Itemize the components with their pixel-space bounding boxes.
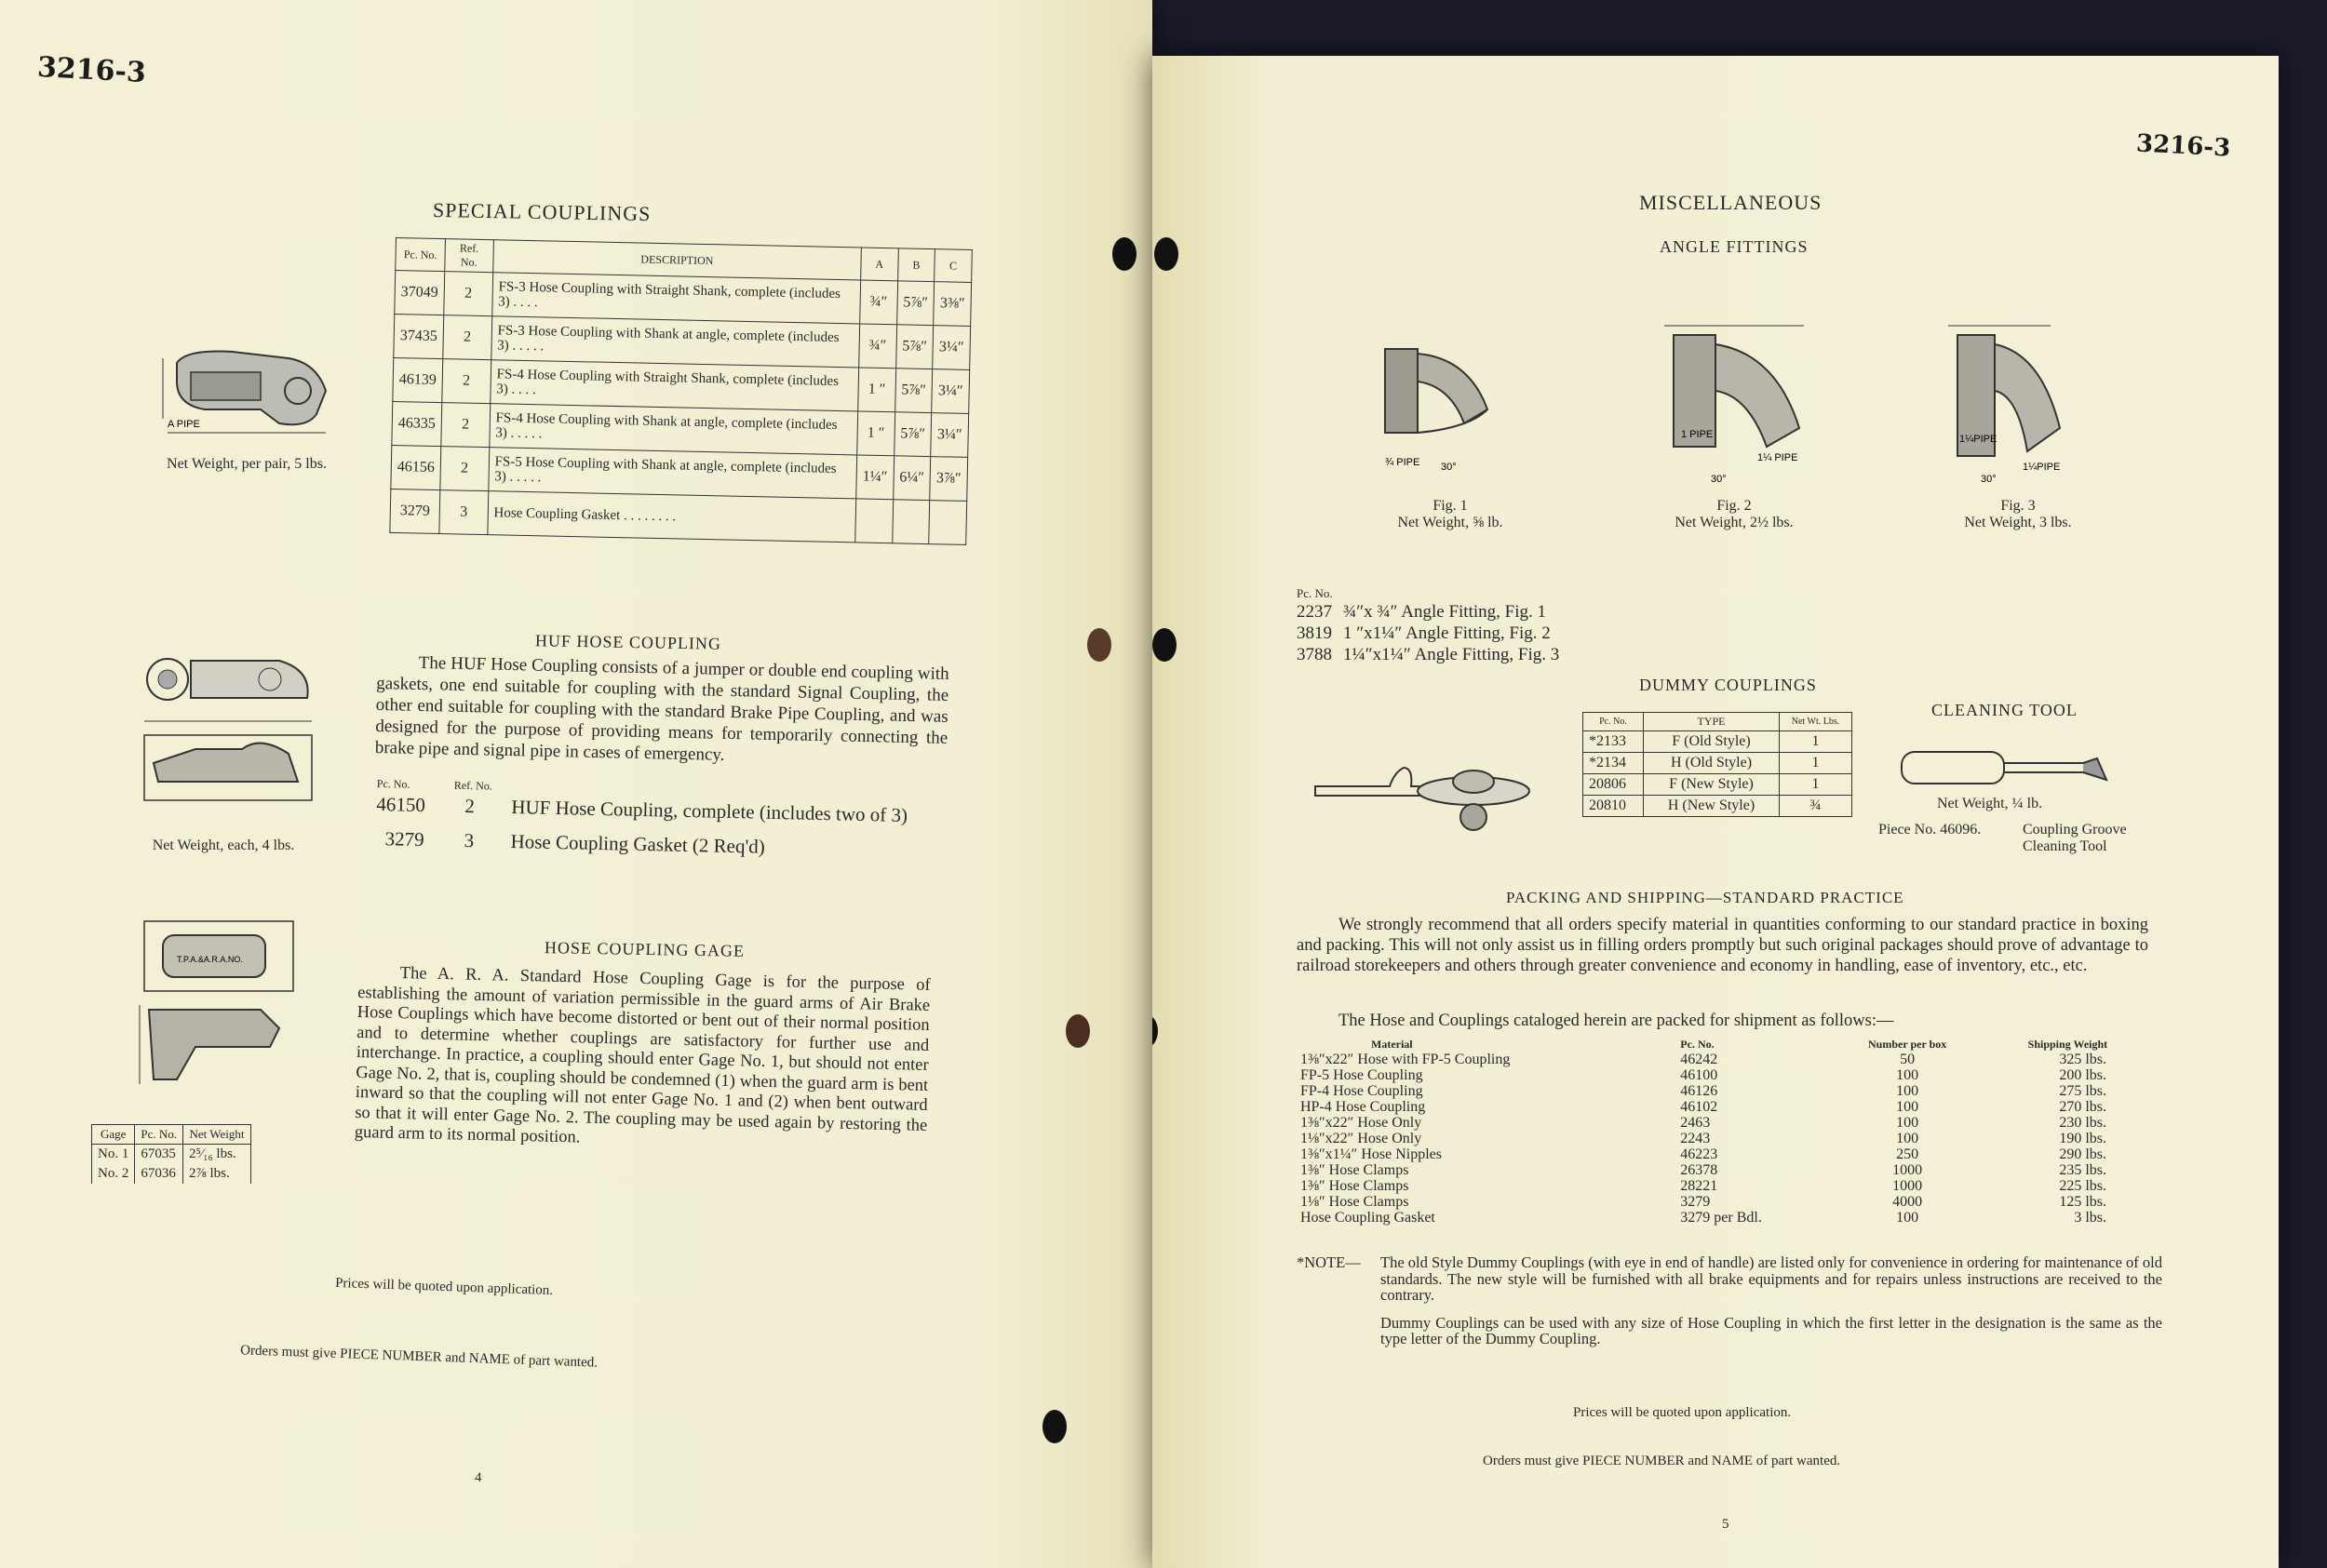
description-cell: FS-3 Hose Coupling with Straight Shank, complete (includes 3) . . . . <box>491 273 860 324</box>
gage-drawing <box>121 907 307 1103</box>
ship-pc-cell: 46242 <box>1680 1052 1718 1067</box>
dummy-pc-cell: 20810 <box>1583 796 1644 817</box>
dummy-wt-cell: ¾ <box>1780 796 1852 817</box>
huf-item-pc: 46150 <box>376 792 426 817</box>
svg-text:1¼ PIPE: 1¼ PIPE <box>1757 452 1798 463</box>
col-description: DESCRIPTION <box>492 240 861 280</box>
dummy-coupling-drawing <box>1311 744 1562 838</box>
binder-hole <box>1042 1410 1067 1443</box>
b-cell: 5⅞″ <box>894 369 933 413</box>
ship-weight-cell: 290 lbs. <box>2059 1146 2106 1162</box>
special-coupling-drawing <box>149 335 363 465</box>
binder-hole <box>1066 1014 1090 1048</box>
ship-weight-cell: 230 lbs. <box>2059 1115 2106 1131</box>
list-item <box>1297 601 1559 623</box>
table-row <box>1297 1210 2153 1226</box>
table-row <box>1297 1162 2153 1178</box>
fig1-weight: Net Weight, ⅝ lb. <box>1397 515 1503 530</box>
table-row <box>1297 1146 2153 1162</box>
svg-text:30°: 30° <box>1441 462 1457 473</box>
table-row <box>1297 1194 2153 1210</box>
ship-weight-cell: 190 lbs. <box>2059 1131 2106 1146</box>
ship-pc-cell: 2243 <box>1680 1131 1711 1146</box>
dummy-wt-cell: 1 <box>1780 731 1852 753</box>
col-pc-no: Pc. No. <box>396 238 446 272</box>
huf-pc-header: Pc. No. <box>376 777 410 791</box>
svg-text:1¼PIPE: 1¼PIPE <box>2023 462 2061 473</box>
ship-number-cell: 4000 <box>1892 1194 1923 1210</box>
svg-text:T.P.A.&A.R.A.NO.: T.P.A.&A.R.A.NO. <box>177 955 243 964</box>
svg-text:30°: 30° <box>1711 474 1727 485</box>
dummy-col-weight: Net Wt. Lbs. <box>1780 713 1852 731</box>
c-cell: 3¼″ <box>932 369 970 414</box>
ref-cell: 2 <box>440 447 490 491</box>
ref-cell: 2 <box>444 272 493 316</box>
ship-material-cell: FP-4 Hose Coupling <box>1300 1083 1423 1099</box>
angle-fittings-title: ANGLE FITTINGS <box>1660 237 1809 256</box>
ship-pc-cell: 46100 <box>1680 1067 1718 1083</box>
gage-col-weight: Net Weight <box>182 1125 250 1145</box>
special-coupling-caption: Net Weight, per pair, 5 lbs. <box>167 456 327 472</box>
shipping-table <box>1297 1038 2153 1226</box>
gage-col-gage: Gage <box>92 1125 135 1145</box>
ref-cell: 2 <box>443 315 492 360</box>
left-page-number: 4 <box>475 1470 482 1485</box>
description-cell: FS-3 Hose Coupling with Shank at angle, complete (includes 3) . . . . . <box>491 316 859 368</box>
table-row <box>92 1145 251 1165</box>
table-row <box>1297 1083 2153 1099</box>
ship-material-cell: 1⅛″ Hose Clamps <box>1300 1194 1409 1210</box>
ship-pc-cell: 3279 <box>1680 1194 1711 1210</box>
col-c: C <box>935 249 972 283</box>
angle-fitting-fig2-drawing <box>1646 316 1823 484</box>
ref-cell: 3 <box>439 490 489 535</box>
angle-pc: 3819 <box>1297 623 1332 643</box>
pc-cell: 67036 <box>135 1164 183 1184</box>
a-cell: 1 ″ <box>858 368 896 412</box>
ship-material-cell: 1⅜″x22″ Hose Only <box>1300 1115 1422 1131</box>
pc-cell: 37435 <box>394 314 444 358</box>
note-block <box>1297 1254 2162 1347</box>
ship-weight-cell: 225 lbs. <box>2059 1178 2106 1194</box>
list-item <box>1297 623 1559 644</box>
miscellaneous-title: MISCELLANEOUS <box>1639 191 1823 214</box>
dummy-type-cell: F (New Style) <box>1644 774 1780 796</box>
cleaning-tool-piece: Piece No. 46096. <box>1878 822 1982 838</box>
ship-material-cell: HP-4 Hose Coupling <box>1300 1099 1426 1115</box>
ship-pc-cell: 46126 <box>1680 1083 1718 1099</box>
right-orders-note: Orders must give PIECE NUMBER and NAME of part wanted. <box>1483 1454 1841 1468</box>
ship-weight-cell: 325 lbs. <box>2059 1052 2106 1067</box>
ship-pc-cell: 2463 <box>1680 1115 1711 1131</box>
special-couplings-table-wrap <box>389 237 973 545</box>
ship-weight-cell: 275 lbs. <box>2059 1083 2106 1099</box>
left-page <box>0 0 1152 1568</box>
table-row <box>1583 796 1852 817</box>
description-cell: FS-5 Hose Coupling with Shank at angle, complete (includes 3) . . . . . <box>488 448 856 499</box>
c-cell: 3⅞″ <box>930 457 968 502</box>
huf-description: The HUF Hose Coupling consists of a jumper or double end coupling with gaskets, one end suitable for coupling with the standard Signal Coupling, the other end suitable for coupling with the standard Brake Pipe Coupling, and was designed for the purpose of providing means for temporarily connecting the brake pipe and signal pipe in cases of emergency. <box>374 652 949 765</box>
left-orders-note: Orders must give PIECE NUMBER and NAME of part wanted. <box>239 1343 599 1371</box>
a-cell: 1¼″ <box>856 455 894 500</box>
ship-number-cell: 1000 <box>1892 1178 1923 1194</box>
binder-hole <box>1112 237 1137 271</box>
ship-weight-cell: 200 lbs. <box>2059 1067 2106 1083</box>
fig3-caption <box>1925 498 2111 531</box>
right-page-number: 5 <box>1722 1517 1729 1532</box>
note-label: *NOTE— <box>1297 1253 1361 1271</box>
description-cell: FS-4 Hose Coupling with Straight Shank, complete (includes 3) . . . . <box>490 360 858 411</box>
huf-ref-header: Ref. No. <box>453 778 492 793</box>
c-cell: 3¼″ <box>933 326 971 370</box>
angle-fittings-list <box>1297 586 1559 665</box>
huf-item-ref: 2 <box>464 794 476 818</box>
note-text-1: The old Style Dummy Couplings (with eye in end of handle) are listed only for convenience in ordering for maintenance of old standards. The new style will be furnished with all brake equipments and for repairs unless instructions are received to the contrary. <box>1380 1253 2162 1304</box>
fig2-label: Fig. 2 <box>1716 498 1752 514</box>
fig1-caption <box>1357 498 1543 531</box>
table-row <box>1297 1052 2153 1067</box>
list-item <box>1297 644 1559 665</box>
ship-weight-cell: 270 lbs. <box>2059 1099 2106 1115</box>
svg-text:30°: 30° <box>1981 474 1997 485</box>
ship-weight-cell: 3 lbs. <box>2074 1210 2106 1226</box>
huf-item-ref: 3 <box>464 828 475 852</box>
cleaning-tool-title: CLEANING TOOL <box>1931 701 2078 719</box>
gage-description: The A. R. A. Standard Hose Coupling Gage is for the purpose of establishing the amount of variation permissible in the guard arms of Air Brake Hose Couplings which have become distorted or bent out of their normal position and to determine whether couplings are satisfactory for further use and interchange. In practice, a coupling should enter Gage No. 1, but should not enter Gage No. 2, that is, coupling should be condemned (1) when the guard arm is bent inward so that the coupling will not enter Gage No. 1 and (2) when bent outward so that it will enter Gage No. 2. The coupling may be used again by restoring the guard arm to its normal position. <box>354 964 931 1147</box>
dummy-couplings-title: DUMMY COUPLINGS <box>1639 676 1817 694</box>
gage-cell: No. 1 <box>92 1145 135 1165</box>
table-row <box>1583 731 1852 753</box>
dummy-table-wrap <box>1582 712 1852 817</box>
angle-pc: 3788 <box>1297 645 1332 664</box>
right-page <box>1152 56 2279 1568</box>
dummy-col-pc: Pc. No. <box>1583 713 1644 731</box>
angle-desc: 1 ″x1¼″ Angle Fitting, Fig. 2 <box>1343 623 1551 643</box>
ship-col-material: Material <box>1371 1038 1413 1051</box>
document-number: 3216-3 <box>2135 129 2231 163</box>
ship-number-cell: 250 <box>1896 1146 1919 1162</box>
ship-material-cell: 1⅜″ Hose Clamps <box>1300 1178 1409 1194</box>
packing-paragraph-1: We strongly recommend that all orders specify material in quantities conforming to our standard practice in boxing and packing. This will not only assist us in filling orders promptly but such original packages should prove of advantage to railroad storekeepers and others through greater convenience and economy in handling, ease of inventory, etc., etc. <box>1297 916 2148 975</box>
svg-text:A PIPE: A PIPE <box>168 419 200 430</box>
ship-material-cell: 1⅜″ Hose Clamps <box>1300 1162 1409 1178</box>
svg-text:¾ PIPE: ¾ PIPE <box>1385 457 1420 468</box>
a-cell: ¾″ <box>859 324 897 369</box>
c-cell: 3⅜″ <box>934 282 972 327</box>
angle-fitting-fig1-drawing <box>1376 335 1515 475</box>
table-row <box>1297 1099 2153 1115</box>
ship-pc-cell: 3279 per Bdl. <box>1680 1210 1762 1226</box>
ship-pc-cell: 26378 <box>1680 1162 1718 1178</box>
dummy-pc-cell: *2134 <box>1583 753 1644 774</box>
huf-item-pc: 3279 <box>384 827 424 851</box>
fig3-label: Fig. 3 <box>2000 498 2036 514</box>
ship-pc-cell: 28221 <box>1680 1178 1718 1194</box>
dummy-wt-cell: 1 <box>1780 753 1852 774</box>
dummy-type-cell: H (New Style) <box>1644 796 1780 817</box>
angle-fitting-fig3-drawing <box>1930 316 2106 484</box>
pc-cell: 46335 <box>392 401 442 446</box>
table-row <box>92 1164 251 1184</box>
gage-table <box>91 1124 251 1184</box>
packing-title: PACKING AND SHIPPING—STANDARD PRACTICE <box>1506 889 1904 906</box>
pc-cell: 46156 <box>391 445 441 489</box>
note-text-2: Dummy Couplings can be used with any size of Hose Coupling in which the first letter in the designation is the same as the type letter of the Dummy Coupling. <box>1380 1313 2162 1347</box>
ship-material-cell: 1⅜″x1¼″ Hose Nipples <box>1300 1146 1442 1162</box>
table-row <box>1583 753 1852 774</box>
ref-cell: 2 <box>442 359 491 404</box>
table-row <box>1297 1115 2153 1131</box>
fig3-weight: Net Weight, 3 lbs. <box>1964 515 2072 530</box>
ship-pc-cell: 46223 <box>1680 1146 1718 1162</box>
angle-desc: 1¼″x1¼″ Angle Fitting, Fig. 3 <box>1343 645 1560 664</box>
gage-title: HOSE COUPLING GAGE <box>544 938 746 960</box>
pc-cell: 67035 <box>135 1145 183 1165</box>
a-cell: ¾″ <box>860 280 898 325</box>
description-cell: Hose Coupling Gasket . . . . . . . . <box>487 491 855 543</box>
ship-col-number: Number per box <box>1868 1038 1947 1051</box>
ship-number-cell: 50 <box>1900 1052 1916 1067</box>
ship-weight-cell: 125 lbs. <box>2059 1194 2106 1210</box>
ship-material-cell: FP-5 Hose Coupling <box>1300 1067 1423 1083</box>
col-b: B <box>897 248 935 282</box>
wt-cell: 2⅞ lbs. <box>182 1164 250 1184</box>
ship-number-cell: 100 <box>1896 1115 1919 1131</box>
gage-cell: No. 2 <box>92 1164 135 1184</box>
document-number: 3216-3 <box>36 50 147 90</box>
ship-material-cell: 1⅜″x22″ Hose with FP-5 Coupling <box>1300 1052 1511 1067</box>
ship-pc-cell: 46102 <box>1680 1099 1718 1115</box>
dummy-col-type: TYPE <box>1644 713 1780 731</box>
table-row <box>1583 774 1852 796</box>
ship-number-cell: 100 <box>1896 1067 1919 1083</box>
b-cell: 5⅞″ <box>894 412 932 457</box>
c-cell: 3¼″ <box>931 413 969 458</box>
cleaning-tool-drawing <box>1897 735 2120 800</box>
a-cell: 1 ″ <box>857 411 895 456</box>
angle-desc: ¾″x ¾″ Angle Fitting, Fig. 1 <box>1343 602 1546 622</box>
huf-title: HUF HOSE COUPLING <box>534 631 722 653</box>
dummy-table <box>1582 712 1852 817</box>
dummy-pc-cell: 20806 <box>1583 774 1644 796</box>
c-cell <box>929 501 967 545</box>
cleaning-tool-name-2: Cleaning Tool <box>2023 838 2107 854</box>
ship-number-cell: 100 <box>1896 1099 1919 1115</box>
ship-number-cell: 100 <box>1896 1083 1919 1099</box>
table-row <box>1297 1067 2153 1083</box>
packing-paragraph-2: The Hose and Couplings cataloged herein are packed for shipment as follows:— <box>1338 1012 1894 1030</box>
ship-material-cell: Hose Coupling Gasket <box>1300 1210 1435 1226</box>
shipping-table-wrap <box>1297 1038 2153 1226</box>
col-ref-no: Ref. No. <box>445 239 493 273</box>
dummy-type-cell: F (Old Style) <box>1644 731 1780 753</box>
col-a: A <box>861 248 898 281</box>
binder-hole <box>1152 1014 1158 1048</box>
cleaning-tool-info <box>1878 822 2158 855</box>
b-cell: 6¼″ <box>893 456 931 501</box>
b-cell: 5⅞″ <box>896 281 935 326</box>
huf-item-desc: Hose Coupling Gasket (2 Req'd) <box>510 830 766 858</box>
special-couplings-title: SPECIAL COUPLINGS <box>432 197 652 226</box>
cleaning-tool-weight: Net Weight, ¼ lb. <box>1937 796 2043 811</box>
wt-cell: 2⁵⁄₁₆ lbs. <box>182 1145 250 1165</box>
pc-cell: 3279 <box>390 489 440 533</box>
b-cell: 5⅞″ <box>895 325 934 369</box>
huf-caption: Net Weight, each, 4 lbs. <box>152 838 295 853</box>
huf-item-desc: HUF Hose Coupling, complete (includes two of 3) <box>511 796 908 826</box>
ship-number-cell: 1000 <box>1892 1162 1923 1178</box>
angle-pc: 2237 <box>1297 602 1332 622</box>
special-couplings-table <box>389 237 973 545</box>
svg-text:1 PIPE: 1 PIPE <box>1681 429 1714 440</box>
dummy-type-cell: H (Old Style) <box>1644 753 1780 774</box>
svg-text:1¼PIPE: 1¼PIPE <box>1959 434 1997 445</box>
binder-hole <box>1154 237 1178 271</box>
pc-cell: 37049 <box>395 271 445 315</box>
ship-col-pc: Pc. No. <box>1680 1038 1715 1051</box>
b-cell <box>892 500 930 544</box>
angle-pc-header: Pc. No. <box>1297 586 1333 600</box>
pc-cell: 46139 <box>393 357 443 402</box>
fig2-weight: Net Weight, 2½ lbs. <box>1675 515 1794 530</box>
table-row <box>1297 1178 2153 1194</box>
ship-number-cell: 100 <box>1896 1131 1919 1146</box>
huf-items <box>375 777 954 863</box>
ship-weight-cell: 235 lbs. <box>2059 1162 2106 1178</box>
ref-cell: 2 <box>441 403 491 448</box>
ship-col-weight: Shipping Weight <box>2027 1038 2108 1051</box>
dummy-wt-cell: 1 <box>1780 774 1852 796</box>
left-prices-note: Prices will be quoted upon application. <box>334 1275 554 1299</box>
ship-material-cell: 1⅛″x22″ Hose Only <box>1300 1131 1422 1146</box>
a-cell <box>855 499 894 543</box>
fig1-label: Fig. 1 <box>1433 498 1468 514</box>
right-prices-note: Prices will be quoted upon application. <box>1573 1405 1792 1420</box>
cleaning-tool-name-1: Coupling Groove <box>2023 822 2127 838</box>
gage-table-wrap <box>91 1124 251 1184</box>
dummy-pc-cell: *2133 <box>1583 731 1644 753</box>
table-row <box>1297 1131 2153 1146</box>
ship-number-cell: 100 <box>1896 1210 1919 1226</box>
fig2-caption <box>1641 498 1827 531</box>
binder-hole <box>1152 628 1177 662</box>
description-cell: FS-4 Hose Coupling with Shank at angle, complete (includes 3) . . . . . <box>489 404 857 455</box>
binder-hole <box>1087 628 1111 662</box>
huf-coupling-drawing <box>140 642 326 838</box>
gage-col-pc: Pc. No. <box>135 1125 183 1145</box>
